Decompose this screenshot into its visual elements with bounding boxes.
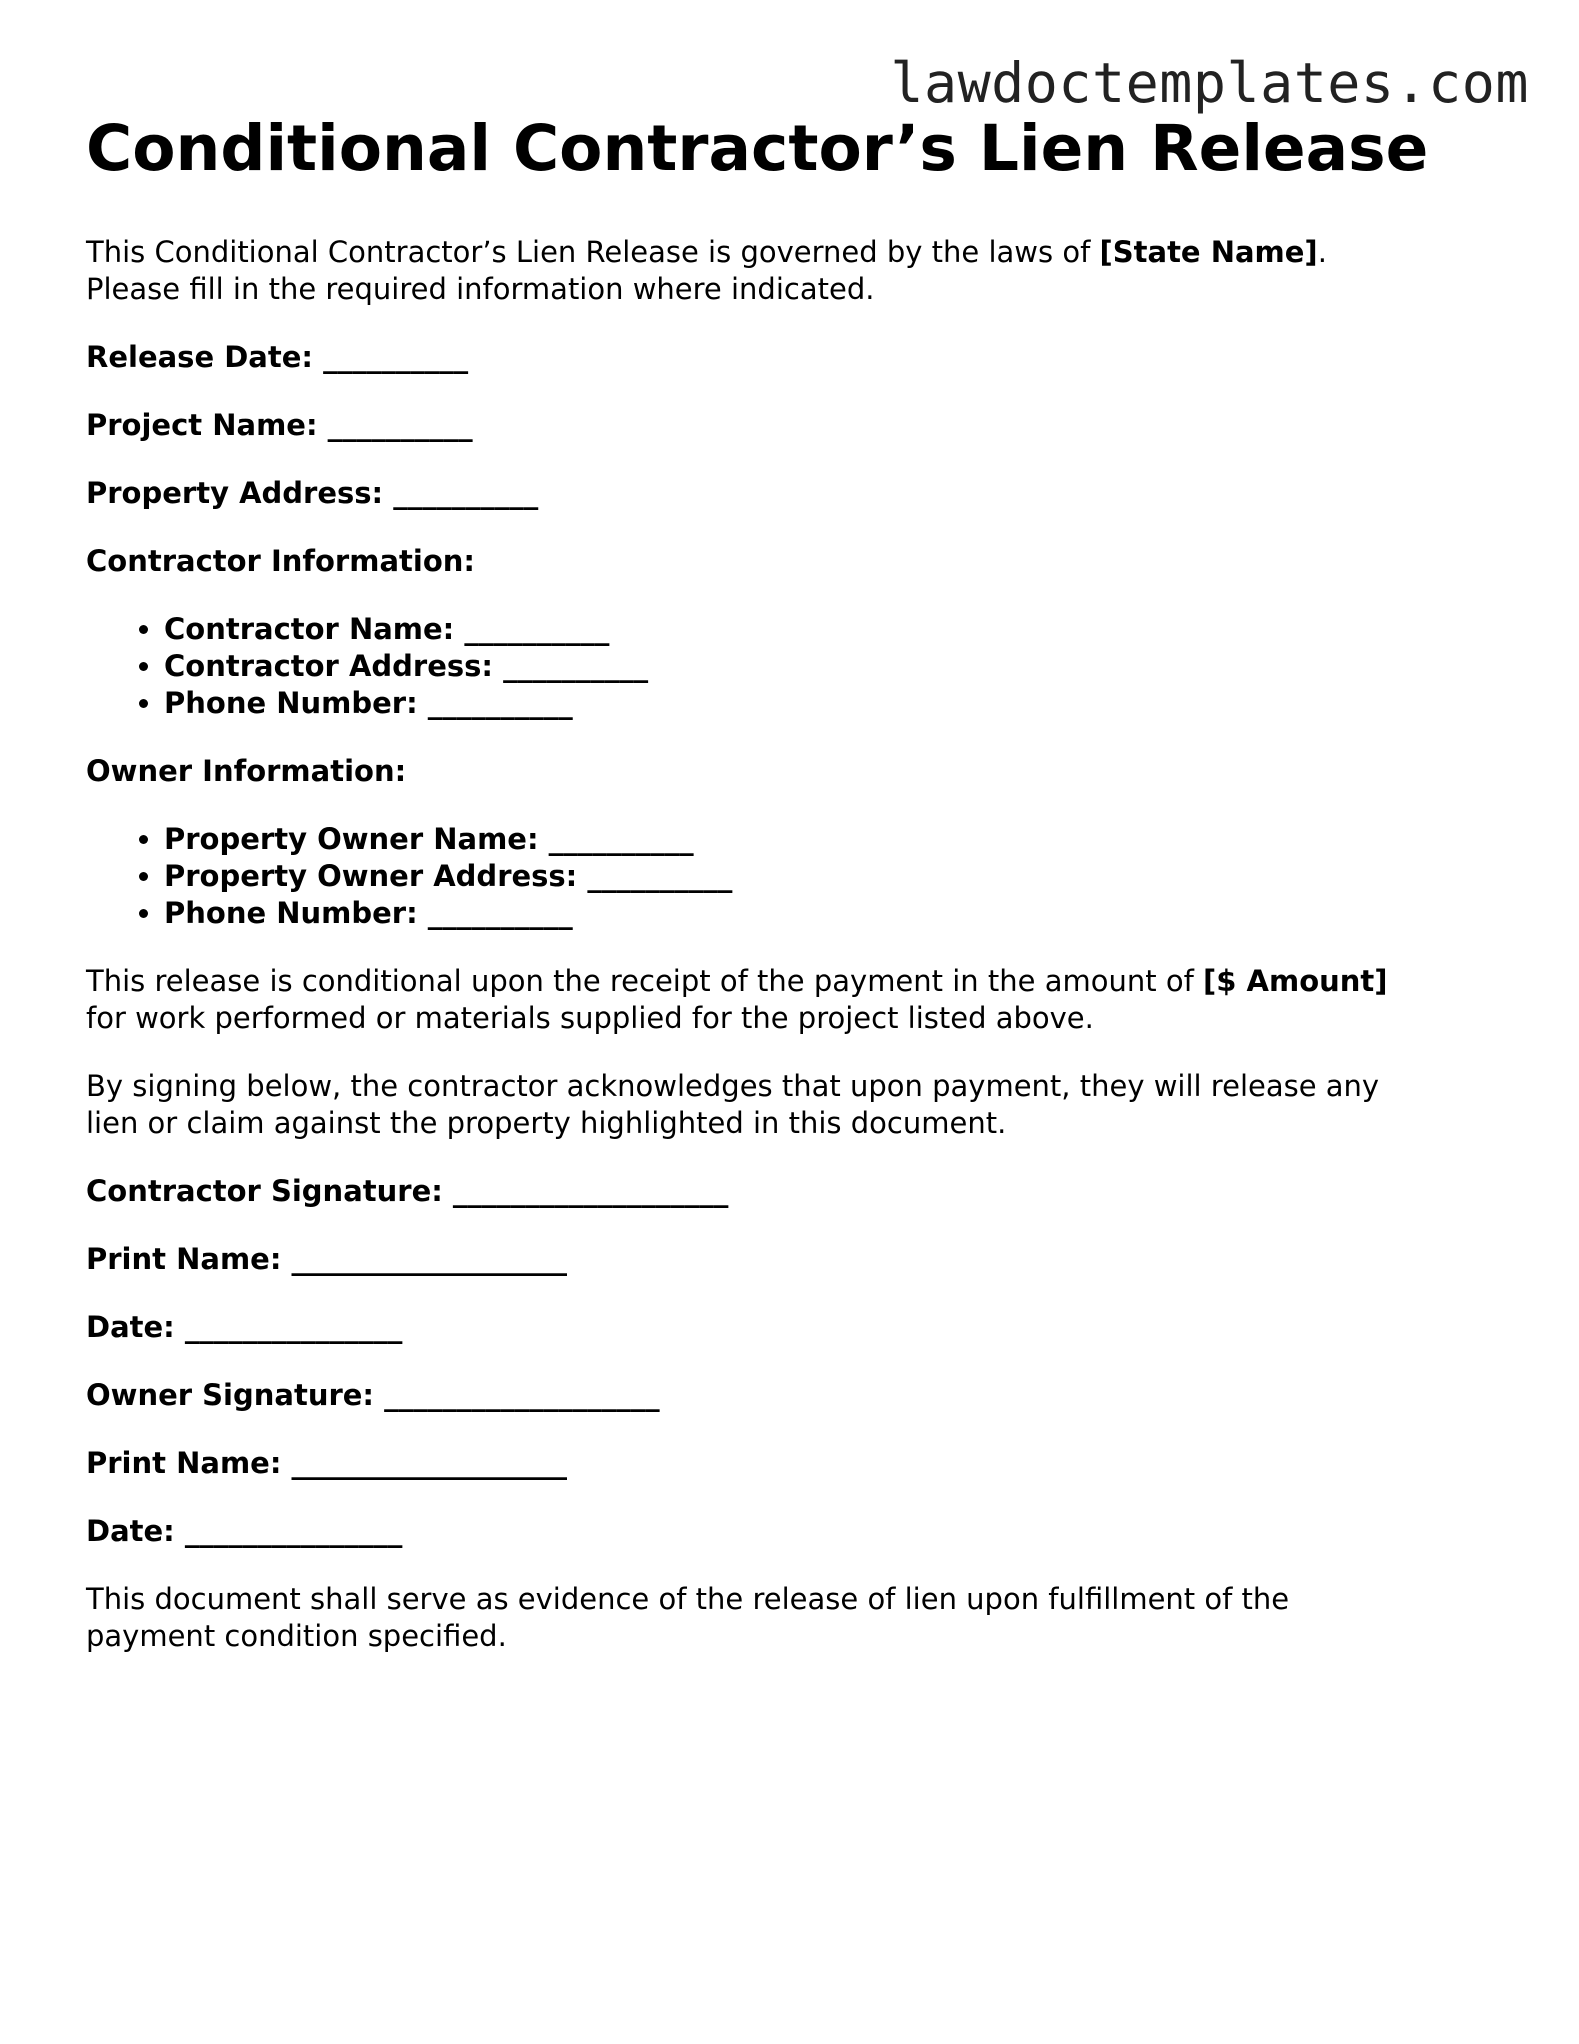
release-date-field: Release Date: __________ <box>86 340 469 374</box>
intro-prefix: This Conditional Contractor’s Lien Release is governed by the laws of <box>86 235 1100 269</box>
acknowledgment-line-1: By signing below, the contractor acknowledges that upon payment, they will release any <box>86 1069 1380 1103</box>
acknowledgment-line-2: lien or claim against the property highlighted in this document. <box>86 1106 1007 1140</box>
state-name-placeholder: [State Name] <box>1099 235 1318 269</box>
owner-info-list <box>86 821 1506 932</box>
contractor-info-list <box>86 611 1506 722</box>
contractor-address-field: • Contractor Address: __________ <box>164 648 1506 685</box>
contractor-print-name-field: Print Name: ___________________ <box>86 1242 568 1276</box>
payment-suffix: for work performed or materials supplied for the project listed above. <box>86 1001 1094 1035</box>
owner-name-field: • Property Owner Name: __________ <box>164 821 1506 858</box>
owner-phone-field: • Phone Number: __________ <box>164 895 1506 932</box>
owner-print-name-field: Print Name: ___________________ <box>86 1446 568 1480</box>
intro-instructions: Please fill in the required information where indicated. <box>86 272 875 306</box>
property-address-field: Property Address: __________ <box>86 476 539 510</box>
owner-info-heading: Owner Information: <box>86 754 407 788</box>
project-name-field: Project Name: __________ <box>86 408 473 442</box>
owner-signature-field: Owner Signature: ___________________ <box>86 1378 660 1412</box>
payment-condition-paragraph <box>86 963 1506 1037</box>
owner-date-field: Date: _______________ <box>86 1514 403 1548</box>
contractor-info-heading: Contractor Information: <box>86 544 475 578</box>
contractor-name-field: • Contractor Name: __________ <box>164 611 1506 648</box>
owner-address-field: • Property Owner Address: __________ <box>164 858 1506 895</box>
document-title: Conditional Contractor’s Lien Release <box>86 112 1429 185</box>
amount-placeholder: [$ Amount] <box>1203 964 1388 998</box>
closing-line-1: This document shall serve as evidence of the release of lien upon fulfillment of the <box>86 1582 1290 1616</box>
closing-line-2: payment condition specified. <box>86 1619 507 1653</box>
document-content <box>86 110 1506 1655</box>
intro-suffix: . <box>1317 235 1327 269</box>
site-watermark: lawdoctemplates.com <box>890 51 1529 115</box>
contractor-date-field: Date: _______________ <box>86 1310 403 1344</box>
payment-prefix: This release is conditional upon the receipt of the payment in the amount of <box>86 964 1203 998</box>
acknowledgment-paragraph <box>86 1068 1506 1142</box>
intro-paragraph <box>86 234 1506 308</box>
closing-paragraph <box>86 1581 1506 1655</box>
contractor-phone-field: • Phone Number: __________ <box>164 685 1506 722</box>
contractor-signature-field: Contractor Signature: ___________________ <box>86 1174 729 1208</box>
